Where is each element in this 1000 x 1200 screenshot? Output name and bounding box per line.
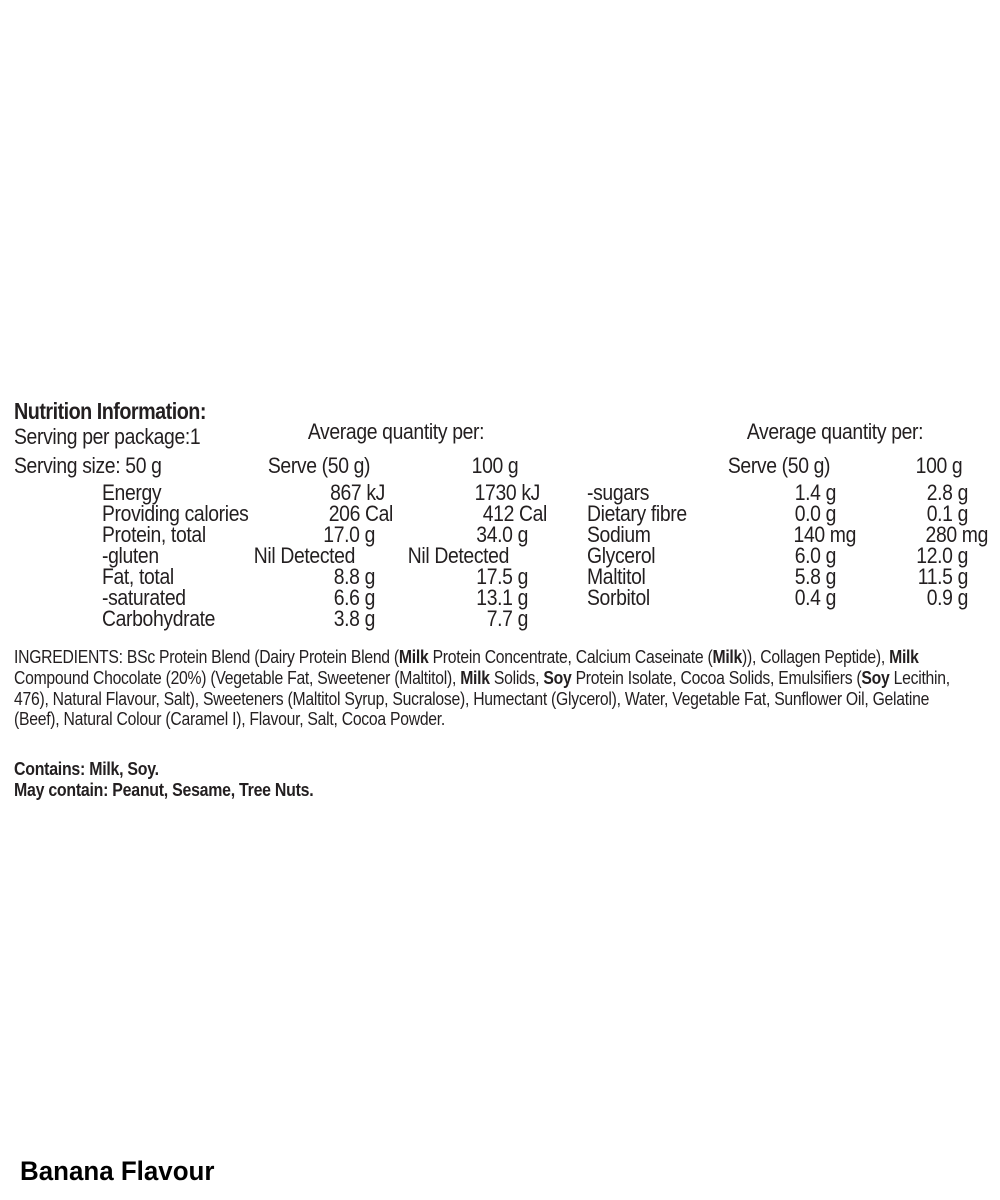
nutrient-label: Dietary fibre — [587, 501, 687, 526]
serve-value: 3.8 g — [333, 606, 375, 631]
serve-value: 0.0 g — [794, 501, 836, 526]
nutrient-label: Energy — [102, 480, 162, 505]
per100g-value: 12.0 g — [916, 543, 968, 568]
col-100g-right: 100 g — [915, 453, 963, 478]
ingredients-text — [14, 647, 963, 730]
serve-value: 5.8 g — [794, 564, 836, 589]
nutrient-label: -saturated — [102, 585, 186, 610]
allergen-highlight: Milk — [712, 646, 743, 667]
serve-value: 1.4 g — [794, 480, 836, 505]
ingredients-segment: Protein Isolate, Cocoa Solids, Emulsifiers ( — [571, 666, 862, 688]
panel-title: Nutrition Information: — [14, 398, 206, 424]
nutrient-label: Sodium — [587, 522, 651, 547]
allergen-highlight: Milk — [460, 666, 490, 688]
allergen-highlight: Soy — [861, 666, 890, 688]
serve-value: 140 mg — [793, 522, 856, 547]
col-serve-right: Serve (50 g) — [727, 453, 831, 478]
serve-value: 6.0 g — [794, 543, 836, 568]
serving-size: Serving size: 50 g — [14, 453, 162, 478]
serve-value: 206 Cal — [328, 501, 393, 526]
nutrient-label: Sorbitol — [587, 585, 650, 610]
allergen-highlight: Milk — [398, 646, 429, 667]
per100g-value: 17.5 g — [476, 564, 528, 589]
per100g-value: 0.1 g — [926, 501, 968, 526]
serve-value: 6.6 g — [333, 585, 375, 610]
serve-value: 0.4 g — [794, 585, 836, 610]
per100g-value: 280 mg — [925, 522, 988, 547]
col-serve-left: Serve (50 g) — [267, 453, 371, 478]
serve-value: 867 kJ — [330, 480, 385, 505]
nutrient-label: Glycerol — [587, 543, 656, 568]
nutrient-label: -gluten — [102, 543, 159, 568]
per100g-value: 0.9 g — [926, 585, 968, 610]
ingredients-segment: Solids, — [489, 666, 544, 688]
serving-per-package: Serving per package:1 — [14, 424, 201, 449]
ingredients-segment: INGREDIENTS: BSc Protein Blend (Dairy Protein Blend ( — [14, 646, 399, 667]
per100g-value: 11.5 g — [917, 564, 968, 589]
ingredients-segment: )), Collagen Peptide), — [742, 646, 890, 667]
allergen-highlight: Soy — [543, 666, 572, 688]
ingredients-segment: Compound Chocolate (20%) (Vegetable Fat, Sweetener (Maltitol), — [14, 666, 461, 688]
ingredients-segment: Lecithin, 476), Natural Flavour, Salt), Sweeteners (Maltitol Syrup, Sucralose), Humectant (Glycerol), Water, Vegetable Fat, Sunflower Oil, Gelatine (Beef), Natural Colour (Caramel I), Flavour, Salt, Cocoa Powder. — [14, 666, 950, 730]
per100g-value: 1730 kJ — [474, 480, 540, 505]
per100g-value: 7.7 g — [486, 606, 528, 631]
allergen-statement — [14, 758, 313, 800]
nutrient-label: Fat, total — [102, 564, 174, 589]
col-100g-left: 100 g — [471, 453, 519, 478]
nutrient-label: -sugars — [587, 480, 650, 505]
ingredients-segment: Protein Concentrate, Calcium Caseinate ( — [428, 646, 713, 667]
per100g-value: Nil Detected — [407, 543, 509, 568]
allergen-highlight: Milk — [889, 646, 919, 667]
may-contain-line: May contain: Peanut, Sesame, Tree Nuts. — [14, 779, 314, 800]
avg-qty-header-right: Average quantity per: — [746, 419, 924, 444]
serve-value: 17.0 g — [323, 522, 375, 547]
per100g-value: 13.1 g — [476, 585, 528, 610]
per100g-value: 412 Cal — [482, 501, 547, 526]
nutrient-label: Protein, total — [102, 522, 206, 547]
nutrient-label: Maltitol — [587, 564, 646, 589]
per100g-value: 2.8 g — [926, 480, 968, 505]
contains-line: Contains: Milk, Soy. — [14, 758, 159, 779]
serve-value: 8.8 g — [333, 564, 375, 589]
nutrient-label: Providing calories — [102, 501, 249, 526]
per100g-value: 34.0 g — [476, 522, 528, 547]
nutrient-label: Carbohydrate — [102, 606, 216, 631]
avg-qty-header-left: Average quantity per: — [307, 419, 485, 444]
serve-value: Nil Detected — [253, 543, 355, 568]
flavour-name: Banana Flavour — [20, 1156, 215, 1186]
